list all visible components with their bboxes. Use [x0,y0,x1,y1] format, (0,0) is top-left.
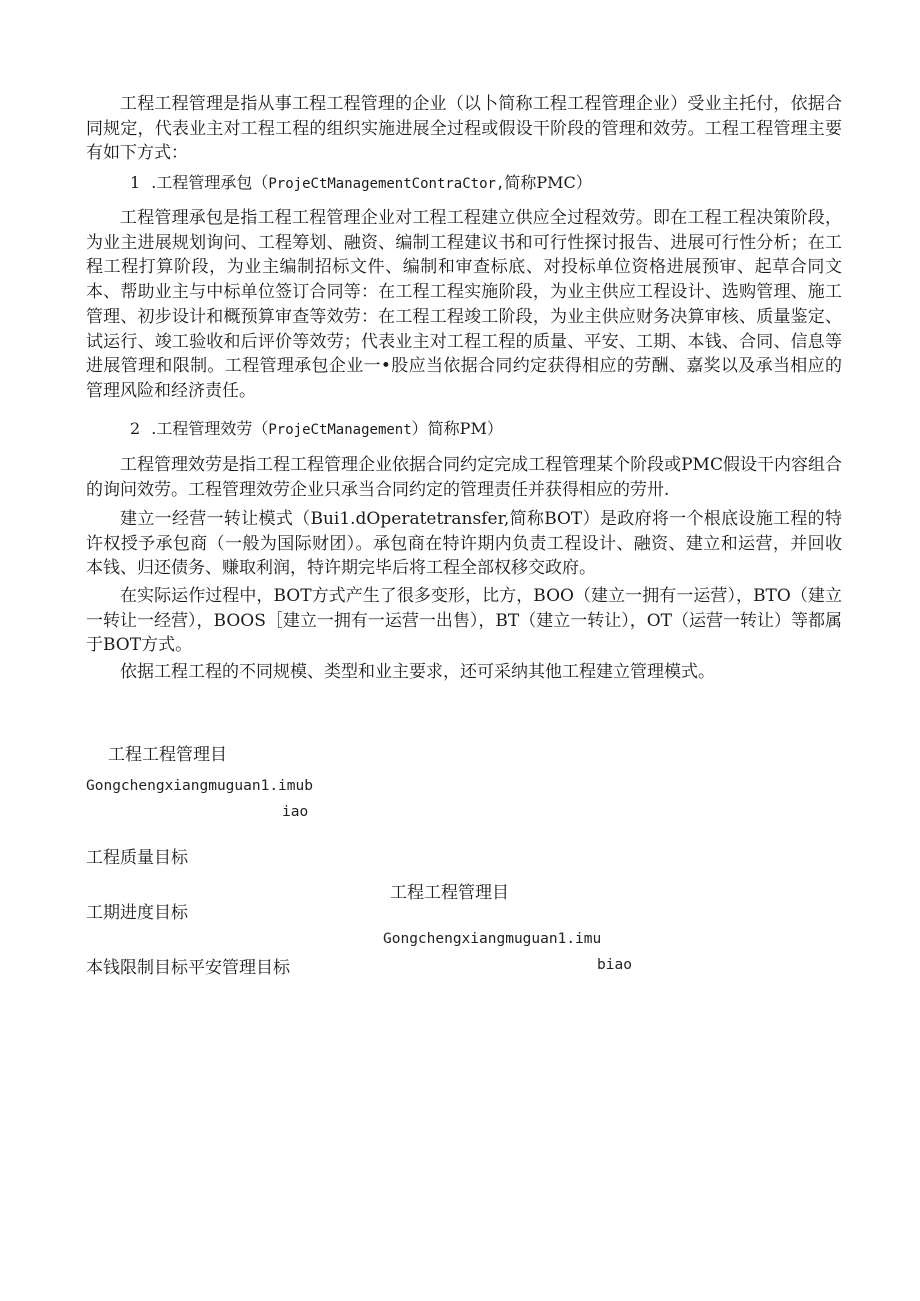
diagram-left-pinyin-line-2: iao [282,804,309,820]
section-2-paragraph-2: 建立一经营一转让模式（Bui1.dOperatetransfer,简称BOT）是政府将一个根底设施工程的特许权授予承包商（一般为国际财团）。承包商在特许期内负责工程设计、融资、建立和运营，并回收本钱、归还债务、赚取利润，特许期完毕后将工程全部权移交政府。 [86,509,842,579]
diagram-right-pinyin-line-2: biao [597,957,632,973]
section-2-paragraph-1: 工程管理效劳是指工程工程管理企业依据合同约定完成工程管理某个阶段或PMC假设干内容组合的询问效劳。工程管理效劳企业只承当合同约定的管理责任并获得相应的劳卅. [86,455,842,500]
diagram-right-pinyin-line-1: Gongchengxiangmuguan1.imu [383,931,602,947]
diagram-quality-goal: 工程质量目标 [86,848,188,868]
section-2-title-en: ProjeCtManagement [268,422,412,438]
diagram-schedule-goal: 工期进度目标 [86,903,188,923]
section-1-title-cn: .工程管理承包（ [151,173,269,192]
section-2-number: 2 [130,419,141,438]
diagram-cost-safety-goals: 本钱限制目标平安管理目标 [86,958,290,978]
section-2-title-abbr: ）简称PM） [411,419,503,438]
section-1-paragraph: 工程管理承包是指工程工程管理企业对工程工程建立供应全过程效劳。即在工程工程决策阶段，为业主进展规划询问、工程筹划、融资、编制工程建议书和可行性探讨报告、进展可行性分析；在工程工程打算阶段，为业主编制招标文件、编制和审查标底、对投标单位资格进展预审、起草合同文本、帮助业主与中标单位签订合同等：在工程工程实施阶段，为业主供应工程设计、选购管理、施工管理、初步设计和概预算审查等效劳：在工程工程竣工阶段，为业主供应财务决算审核、质量鉴定、试运行、竣工验收和后评价等效劳；代表业主对工程工程的质量、平安、工期、本钱、合同、信息等进展管理和限制。工程管理承包企业一•股应当依据合同约定获得相应的劳酬、嘉奖以及承当相应的管理风险和经济责任。 [86,208,842,401]
diagram-left-title: 工程工程管理目 [108,745,227,765]
intro-paragraph: 工程工程管理是指从事工程工程管理的企业（以卜简称工程工程管理企业）受业主托付，依据合同规定，代表业主对工程工程的组织实施进展全过程或假设干阶段的管理和效劳。工程工程管理主要有如下方式： [86,94,842,164]
section-1-title-en: ProjeCtManagementContraCtor, [268,176,505,192]
section-2-paragraph-4: 依据工程工程的不同规模、类型和业主要求，还可采纳其他工程建立管理模式。 [120,662,715,682]
section-1-heading [130,172,592,195]
section-2-paragraph-3: 在实际运作过程中，BOT方式产生了很多变形，比方，BOO（建立一拥有一运营），BTO（建立一转让一经营），BOOS［建立一拥有一运营一出售），BT（建立一转让），OT（运营一转让）等都属于BOT方式。 [86,586,842,656]
section-1-title-abbr: 简称PMC） [504,173,592,192]
section-2-title-cn: .工程管理效劳（ [151,419,269,438]
section-2-heading [130,418,503,441]
diagram-left-pinyin-line-1: Gongchengxiangmuguan1.imub [86,778,313,794]
diagram-right-title: 工程工程管理目 [390,883,509,903]
section-1-number: 1 [130,173,141,192]
